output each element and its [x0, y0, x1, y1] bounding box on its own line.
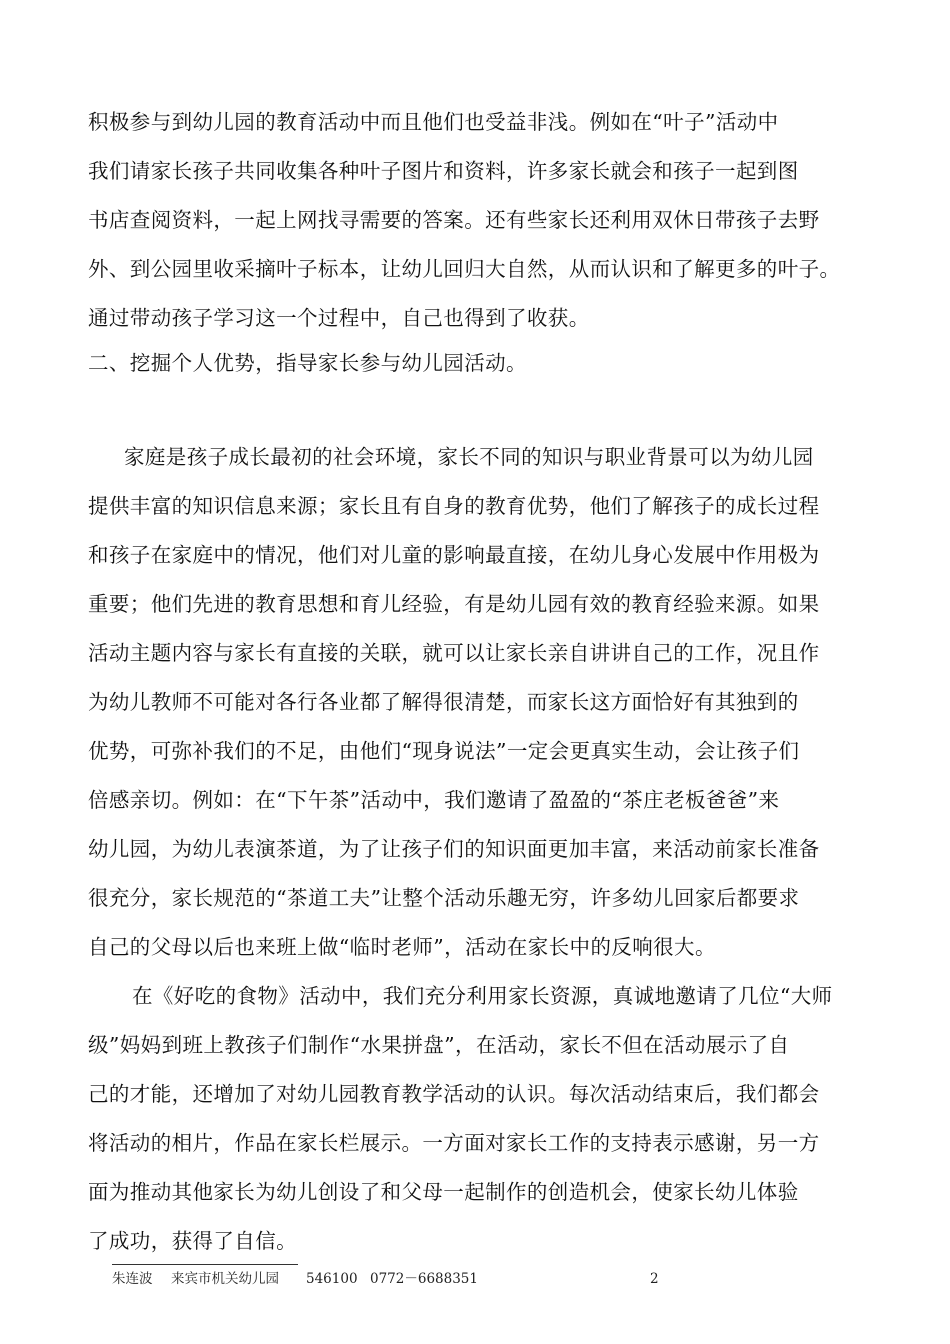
- paragraph-2-line-9: 幼儿园，为幼儿表演茶道，为了让孩子们的知识面更加丰富，来活动前家长准备: [88, 837, 820, 861]
- paragraph-3-line-1: 在《好吃的食物》活动中，我们充分利用家长资源，真诚地邀请了几位“大师: [132, 984, 833, 1008]
- paragraph-3-line-5: 面为推动其他家长为幼儿创设了和父母一起制作的创造机会，使家长幼儿体验: [88, 1180, 799, 1204]
- paragraph-3-line-4: 将活动的相片，作品在家长栏展示。一方面对家长工作的支持表示感谢，另一方: [88, 1131, 820, 1155]
- footer-divider: [112, 1264, 298, 1265]
- paragraph-2-line-3: 和孩子在家庭中的情况，他们对儿童的影响最直接，在幼儿身心发展中作用极为: [88, 543, 820, 567]
- footer-organization: 来宾市机关幼儿园: [171, 1271, 279, 1287]
- paragraph-2-line-10: 很充分，家长规范的“茶道工夫”让整个活动乐趣无穷，许多幼儿回家后都要求: [88, 886, 800, 910]
- paragraph-1-line-5: 通过带动孩子学习这一个过程中，自己也得到了收获。: [88, 306, 590, 330]
- footer-phone: 0772－6688351: [370, 1271, 478, 1287]
- paragraph-2-line-8: 倍感亲切。例如：在“下午茶”活动中，我们邀请了盈盈的“茶庄老板爸爸”来: [88, 788, 780, 812]
- footer-author: 朱连波: [112, 1271, 153, 1287]
- paragraph-1-line-3: 书店查阅资料，一起上网找寻需要的答案。还有些家长还利用双休日带孩子去野: [88, 208, 820, 232]
- paragraph-1-line-1: 积极参与到幼儿园的教育活动中而且他们也受益非浅。例如在“叶子”活动中: [88, 110, 779, 134]
- paragraph-2-line-5: 活动主题内容与家长有直接的关联，就可以让家长亲自讲讲自己的工作，况且作: [88, 641, 820, 665]
- section-heading: 二、挖掘个人优势，指导家长参与幼儿园活动。: [88, 351, 527, 375]
- paragraph-2-line-1: 家庭是孩子成长最初的社会环境，家长不同的知识与职业背景可以为幼儿园: [124, 445, 814, 469]
- paragraph-1-line-2: 我们请家长孩子共同收集各种叶子图片和资料，许多家长就会和孩子一起到图: [88, 159, 799, 183]
- paragraph-3-line-2: 级”妈妈到班上教孩子们制作“水果拼盘”，在活动，家长不但在活动展示了自: [88, 1033, 790, 1057]
- paragraph-2-line-2: 提供丰富的知识信息来源；家长且有自身的教育优势，他们了解孩子的成长过程: [88, 494, 820, 518]
- paragraph-2-line-4: 重要；他们先进的教育思想和育儿经验，有是幼儿园有效的教育经验来源。如果: [88, 592, 820, 616]
- paragraph-2-line-11: 自己的父母以后也来班上做“临时老师”，活动在家长中的反响很大。: [88, 935, 716, 959]
- paragraph-2-line-6: 为幼儿教师不可能对各行各业都了解得很清楚，而家长这方面恰好有其独到的: [88, 690, 799, 714]
- paragraph-2-line-7: 优势，可弥补我们的不足，由他们“现身说法”一定会更真实生动，会让孩子们: [88, 739, 800, 763]
- paragraph-1-line-4: 外、到公园里收采摘叶子标本，让幼儿回归大自然，从而认识和了解更多的叶子。: [88, 257, 841, 281]
- footer-postcode: 546100: [306, 1271, 358, 1287]
- page-number: 2: [650, 1271, 659, 1287]
- paragraph-3-line-6: 了成功，获得了自信。: [88, 1229, 297, 1253]
- paragraph-3-line-3: 己的才能，还增加了对幼儿园教育教学活动的认识。每次活动结束后，我们都会: [88, 1082, 820, 1106]
